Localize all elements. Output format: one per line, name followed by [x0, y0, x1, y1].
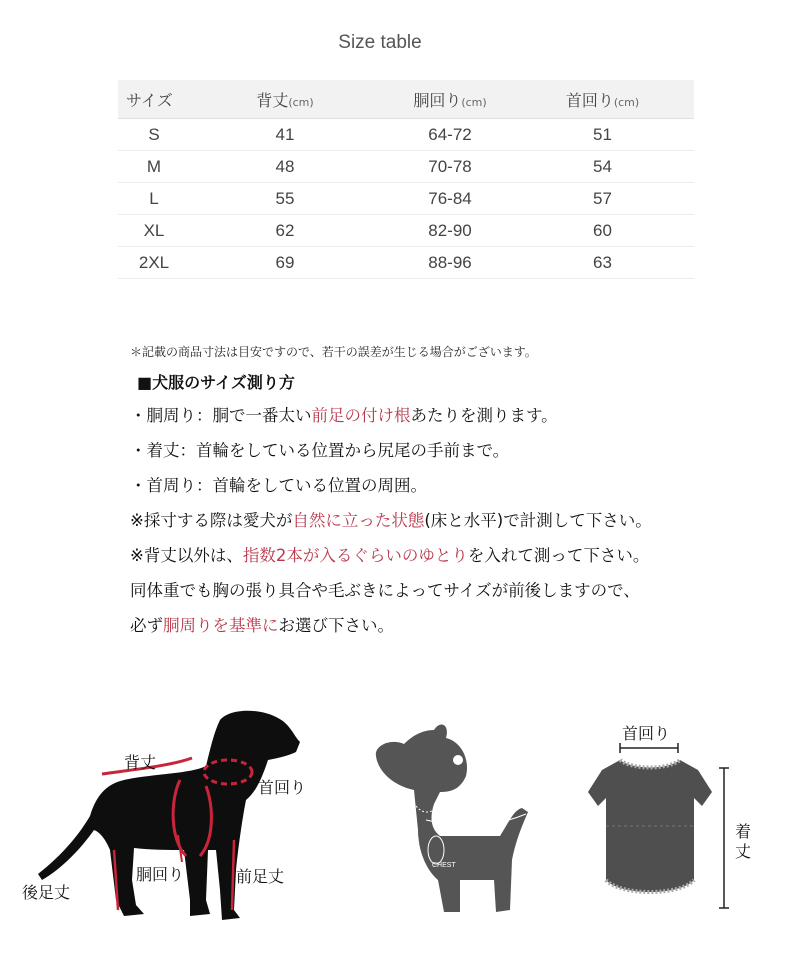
chest-cell: 76-84 — [428, 188, 472, 208]
size-table — [118, 80, 694, 279]
dog-silhouette — [38, 711, 300, 920]
instruction-variation: 同体重でも胸の張り具合や毛ぶきによってサイズが前後しますので、 — [130, 581, 640, 600]
table-row — [118, 247, 694, 279]
chest-cell: 82-90 — [428, 220, 472, 240]
chest-label: CHEST — [432, 862, 456, 869]
neck-girth-label: 首回り — [258, 778, 307, 797]
neck-cell: 63 — [593, 252, 612, 272]
size-cell: XL — [143, 220, 165, 240]
table-header-row — [118, 80, 694, 119]
chest-cell: 88-96 — [428, 252, 472, 272]
garment-diagram — [580, 740, 760, 920]
size-cell: S — [148, 124, 160, 144]
garment-length-label: 着丈 — [735, 822, 752, 861]
back-length-label: 背丈 — [124, 753, 157, 772]
header-back-length: 背丈(cm) — [256, 90, 314, 110]
header-neck: 首回り(cm) — [565, 90, 640, 110]
section-title: ■犬服のサイズ測り方 — [137, 373, 295, 392]
stylized-dog-silhouette — [376, 724, 528, 912]
back-length-cell: 41 — [275, 124, 295, 144]
neck-cell: 60 — [593, 220, 612, 240]
neck-cell: 51 — [593, 124, 612, 144]
front-leg-label: 前足丈 — [236, 867, 285, 886]
back-length-cell: 48 — [275, 156, 295, 176]
stylized-dog-diagram — [370, 720, 540, 920]
table-row — [118, 119, 694, 151]
garment-neck-label: 首回り — [622, 724, 671, 743]
neck-cell: 57 — [593, 188, 612, 208]
neck-cell: 54 — [593, 156, 612, 176]
instruction-choose: 必ず胴周りを基準にお選び下さい。 — [130, 616, 394, 635]
table-row — [118, 215, 694, 247]
header-chest: 胴回り(cm) — [413, 90, 487, 110]
header-size: サイズ — [126, 90, 173, 110]
chest-cell: 64-72 — [428, 124, 472, 144]
size-cell: 2XL — [138, 252, 170, 272]
back-length-cell: 55 — [275, 188, 295, 208]
page-title: Size table — [338, 32, 422, 53]
length-label: LENGTH — [433, 806, 462, 813]
stylized-dog-eye — [453, 755, 463, 765]
size-cell: M — [146, 156, 162, 176]
table-row — [118, 151, 694, 183]
disclaimer-note: ＊記載の商品寸法は目安ですので、若干の誤差が生じる場合がございます。 — [130, 345, 537, 359]
table-row — [118, 183, 694, 215]
measurement-instructions — [130, 398, 790, 643]
back-length-cell: 69 — [275, 252, 295, 272]
chest-girth-label: 胴回り — [136, 865, 185, 884]
instruction-chest: ・胴周り：胴で一番太い前足の付け根あたりを測ります。 — [130, 406, 558, 425]
chest-cell: 70-78 — [428, 156, 472, 176]
instruction-posture: ※採寸する際は愛犬が自然に立った状態(床と水平)で計測して下さい。 — [130, 511, 652, 530]
instruction-length: ・着丈：首輪をしている位置から尻尾の手前まで。 — [130, 441, 510, 460]
size-cell: L — [149, 188, 159, 208]
neck-label: NECK — [400, 838, 420, 845]
back-length-cell: 62 — [275, 220, 295, 240]
instruction-neck: ・首周り：首輪をしている位置の周囲。 — [130, 476, 427, 495]
instruction-allowance: ※背丈以外は、指数2本が入るぐらいのゆとりを入れて測って下さい。 — [130, 546, 650, 565]
hind-leg-label: 後足丈 — [22, 883, 71, 902]
